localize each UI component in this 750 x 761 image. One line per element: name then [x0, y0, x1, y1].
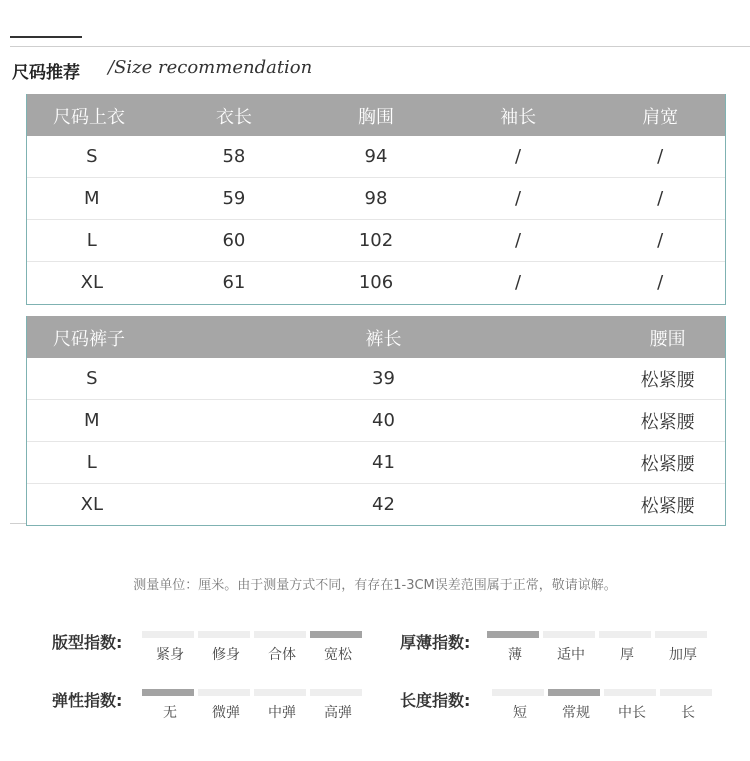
table-cell: / [515, 146, 522, 167]
elasticity-scale-segment [198, 689, 250, 696]
table-row [27, 261, 725, 303]
table-cell: 松紧腰 [640, 411, 695, 433]
length-option-label: 中长 [618, 705, 646, 721]
header-cell: 肩宽 [642, 107, 679, 128]
bottom-size-table [26, 316, 726, 526]
header-divider [10, 46, 750, 47]
table-cell: / [657, 272, 664, 293]
table-cell: L [86, 452, 97, 473]
fit-option-label: 宽松 [324, 647, 352, 663]
fit-scale-segment [254, 631, 306, 638]
top-size-table [26, 94, 726, 305]
table-header-row [27, 316, 725, 358]
table-cell: 42 [372, 494, 395, 515]
table-cell: XL [80, 272, 103, 293]
table-cell: 39 [372, 368, 395, 389]
table-cell: 松紧腰 [640, 453, 695, 475]
table-row [27, 177, 725, 219]
thickness-scale-segment [655, 631, 707, 638]
table-cell: / [657, 146, 664, 167]
table-cell: / [515, 188, 522, 209]
section-title-cn: 尺码推荐 [12, 63, 80, 83]
fit-scale-segment [198, 631, 250, 638]
table-cell: 60 [222, 230, 246, 251]
fit-option-label: 紧身 [156, 647, 184, 663]
table-cell: 59 [222, 188, 246, 209]
table-cell: 松紧腰 [640, 369, 695, 391]
elasticity-option-label: 微弹 [212, 705, 240, 721]
table-cell: 41 [372, 452, 395, 473]
elasticity-scale-segment [254, 689, 306, 696]
table-row [27, 136, 725, 177]
header-cell: 袖长 [500, 107, 537, 128]
length-option-label: 长 [681, 705, 695, 721]
header-cell: 尺码上衣 [53, 107, 125, 128]
length-scale-segment [492, 689, 544, 696]
table-cell: 102 [358, 230, 394, 251]
thickness-option-label: 厚 [620, 647, 634, 663]
elasticity-scale-segment [310, 689, 362, 696]
table-cell: 松紧腰 [640, 495, 695, 517]
table-cell: 61 [222, 272, 246, 293]
table-cell: / [657, 230, 664, 251]
length-index-label: 长度指数: [400, 691, 471, 710]
table-cell: 58 [222, 146, 246, 167]
thickness-index-label: 厚薄指数: [400, 633, 471, 652]
thickness-option-label: 加厚 [669, 647, 697, 663]
table-row [27, 399, 725, 441]
thickness-option-label: 薄 [508, 647, 522, 663]
table-cell: 94 [364, 146, 388, 167]
table-row [27, 358, 725, 399]
table-cell: M [84, 188, 100, 209]
table-row [27, 219, 725, 261]
table-row [27, 483, 725, 525]
divider-tick [10, 523, 26, 524]
table-cell: 106 [358, 272, 394, 293]
table-row [27, 441, 725, 483]
elasticity-scale-segment-selected [142, 689, 194, 696]
fit-scale-segment [142, 631, 194, 638]
thickness-scale-segment [543, 631, 595, 638]
table-header-row [27, 94, 725, 136]
header-cell: 衣长 [215, 107, 252, 128]
table-cell: 98 [364, 188, 388, 209]
table-cell: M [84, 410, 100, 431]
elasticity-option-label: 无 [163, 705, 177, 721]
elasticity-option-label: 中弹 [268, 705, 296, 721]
fit-scale-segment-selected [310, 631, 362, 638]
fit-option-label: 修身 [212, 647, 240, 663]
header-cell: 胸围 [358, 107, 395, 128]
table-cell: / [657, 188, 664, 209]
measurement-note: 测量单位：厘米。由于测量方式不同，有存在1-3CM误差范围属于正常，敬请谅解。 [133, 578, 617, 593]
length-scale-segment [604, 689, 656, 696]
length-scale-segment [660, 689, 712, 696]
header-cell: 腰围 [649, 329, 686, 350]
elasticity-index-label: 弹性指数: [52, 691, 123, 710]
header-cell: 尺码裤子 [53, 329, 125, 350]
thickness-scale-segment-selected [487, 631, 539, 638]
length-option-label: 常规 [562, 705, 590, 721]
header-accent-line [10, 36, 82, 38]
fit-index-label: 版型指数: [52, 633, 123, 652]
table-cell: / [515, 272, 522, 293]
table-cell: S [86, 368, 98, 389]
length-scale-segment-selected [548, 689, 600, 696]
table-cell: L [86, 230, 97, 251]
table-cell: XL [80, 494, 103, 515]
elasticity-option-label: 高弹 [324, 705, 352, 721]
header-cell: 裤长 [365, 329, 402, 350]
thickness-option-label: 适中 [557, 647, 585, 663]
length-option-label: 短 [513, 705, 527, 721]
table-cell: 40 [372, 410, 395, 431]
section-title-en: /Size recommendation [108, 57, 313, 78]
table-cell: S [86, 146, 98, 167]
table-cell: / [515, 230, 522, 251]
fit-option-label: 合体 [268, 647, 296, 663]
thickness-scale-segment [599, 631, 651, 638]
